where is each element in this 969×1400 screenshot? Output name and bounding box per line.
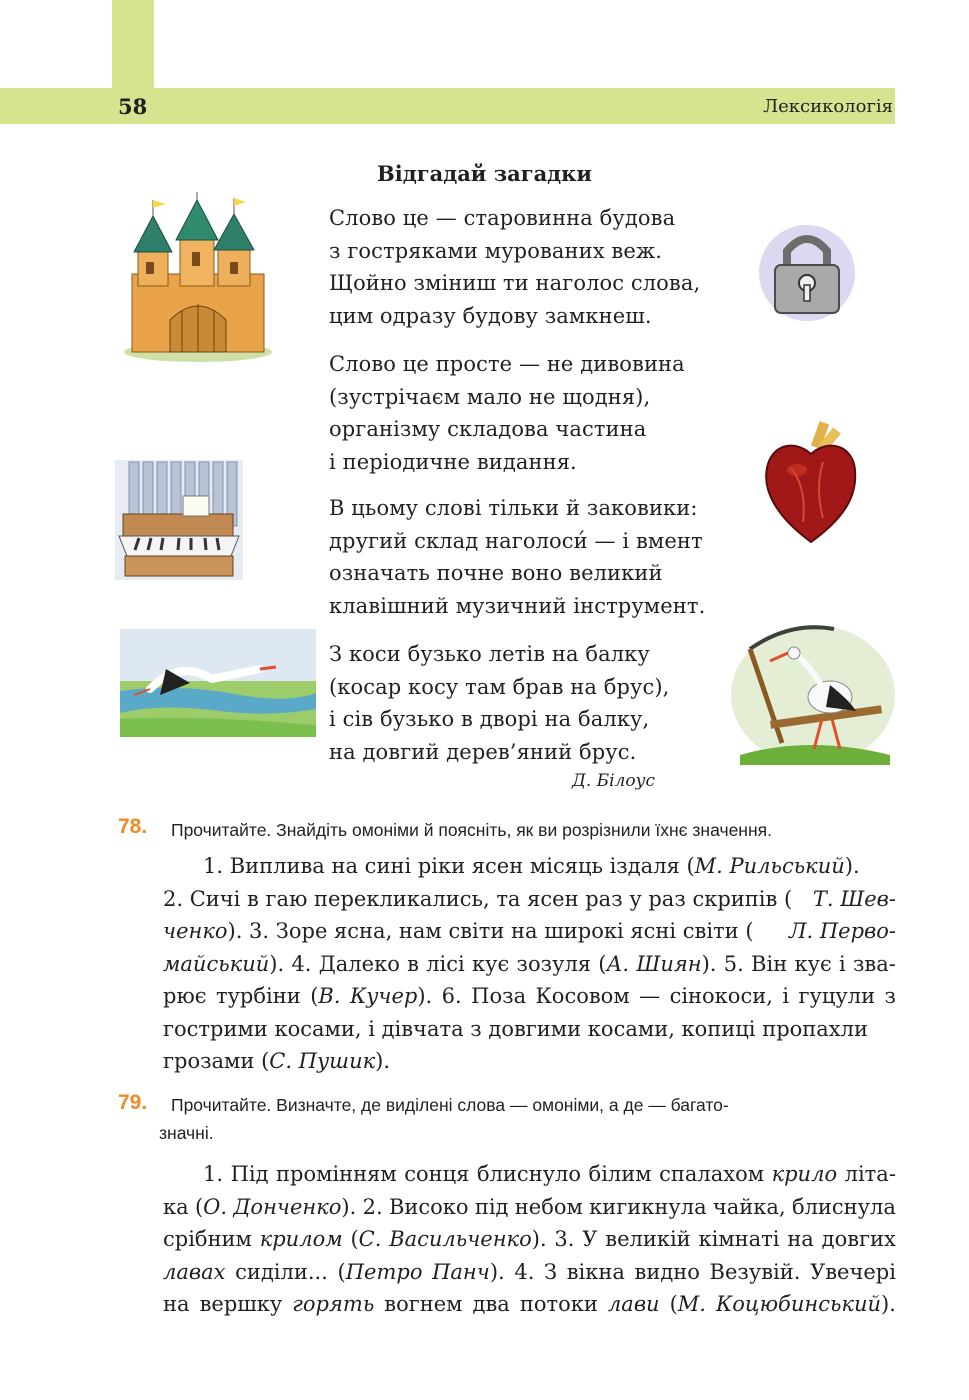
text-line: лавах сиділи... (Петро Панч). 4. З вікна видно Везувій. Увечері <box>163 1259 896 1284</box>
text-line: 1. Виплива на сині ріки ясен місяць іздаля (М. Рильський). <box>203 854 860 878</box>
text-line: ка (О. Донченко). 2. Високо під небом кигикнула чайка, блиснула <box>163 1194 896 1219</box>
verse-line: організму складова частина <box>329 417 647 441</box>
exercise-78-text <box>163 850 896 1078</box>
exercise-79-task <box>159 1091 729 1147</box>
exercise-78-number: 78. <box>118 815 148 838</box>
heart-illustration <box>763 418 859 546</box>
task-line: значні. <box>159 1123 214 1143</box>
riddle-stanza-2 <box>329 348 685 478</box>
verse-line: цим одразу будову замкнеш. <box>329 303 652 328</box>
verse-line: З коси бузько летів на балку <box>329 642 650 666</box>
verse-line: Слово це — старовинна будова <box>329 206 676 230</box>
castle-illustration <box>122 192 274 364</box>
text-line: грозами (С. Пушик). <box>163 1049 391 1073</box>
verse-line: клавішний музичний інструмент. <box>329 593 706 618</box>
text-line: на вершку горять вогнем два потоки лави (М. Коцюбинський). <box>163 1292 896 1316</box>
verse-line: В цьому слові тільки й заковики: <box>329 496 698 520</box>
text-line: гострими косами, і дівчата з довгими косами, копиці пропахли <box>163 1016 868 1041</box>
task-line: Прочитайте. Визначте, де виділені слова — омоніми, а де — багато- <box>171 1095 729 1115</box>
padlock-illustration <box>757 223 857 323</box>
pipe-organ-illustration <box>115 460 243 580</box>
text-line: срібним крилом (С. Васильченко). 3. У великій кімнаті на довгих <box>163 1227 896 1251</box>
verse-line: і сів бузько в дворі на балку, <box>329 707 650 731</box>
riddles-title: Відгадай загадки <box>377 161 592 186</box>
text-line: рює турбіни (В. Кучер). 6. Поза Косовом — сінокоси, і гуцули з <box>163 984 896 1008</box>
verse-line: другий склад наголоси́ — і вмент <box>329 528 703 553</box>
text-line: 2. Сичі в гаю перекликались, та ясен раз у раз скрипів ( Т. Шев- <box>163 886 896 911</box>
exercise-78-task: Прочитайте. Знайдіть омоніми й поясніть, як ви розрізнили їхнє значення. <box>171 820 772 840</box>
page-number: 58 <box>118 94 148 119</box>
stork-on-scythe-illustration <box>730 615 896 765</box>
text-line: ченко). 3. Зоре ясна, нам світи на широкі ясні світи ( Л. Перво- <box>163 919 896 943</box>
page-tab-strip <box>112 0 154 88</box>
riddle-stanza-3 <box>329 492 705 622</box>
poem-author: Д. Білоус <box>572 771 655 791</box>
riddle-stanza-1 <box>329 202 700 332</box>
verse-line: означать почне воно великий <box>329 561 663 585</box>
verse-line: (косар косу там брав на брус), <box>329 674 670 699</box>
verse-line: Слово це просте — не дивовина <box>329 352 685 376</box>
text-line: майський). 4. Далеко в лісі кує зозуля (А. Шиян). 5. Він кує і зва- <box>163 951 896 976</box>
verse-line: з гостряками мурованих веж. <box>329 238 663 263</box>
exercise-79-number: 79. <box>118 1091 148 1114</box>
verse-line: (зустрічаєм мало не щодня), <box>329 384 651 409</box>
verse-line: на довгий дерев’яний брус. <box>329 739 637 764</box>
text-line: 1. Під промінням сонця блиснуло білим спалахом крило літа- <box>203 1162 896 1186</box>
section-name: Лексикологія <box>763 96 893 117</box>
verse-line: і періодичне видання. <box>329 449 577 474</box>
flying-stork-illustration <box>120 629 316 737</box>
riddle-stanza-4 <box>329 638 669 768</box>
verse-line: Щойно зміниш ти наголос слова, <box>329 271 701 295</box>
exercise-79-text <box>163 1158 896 1321</box>
